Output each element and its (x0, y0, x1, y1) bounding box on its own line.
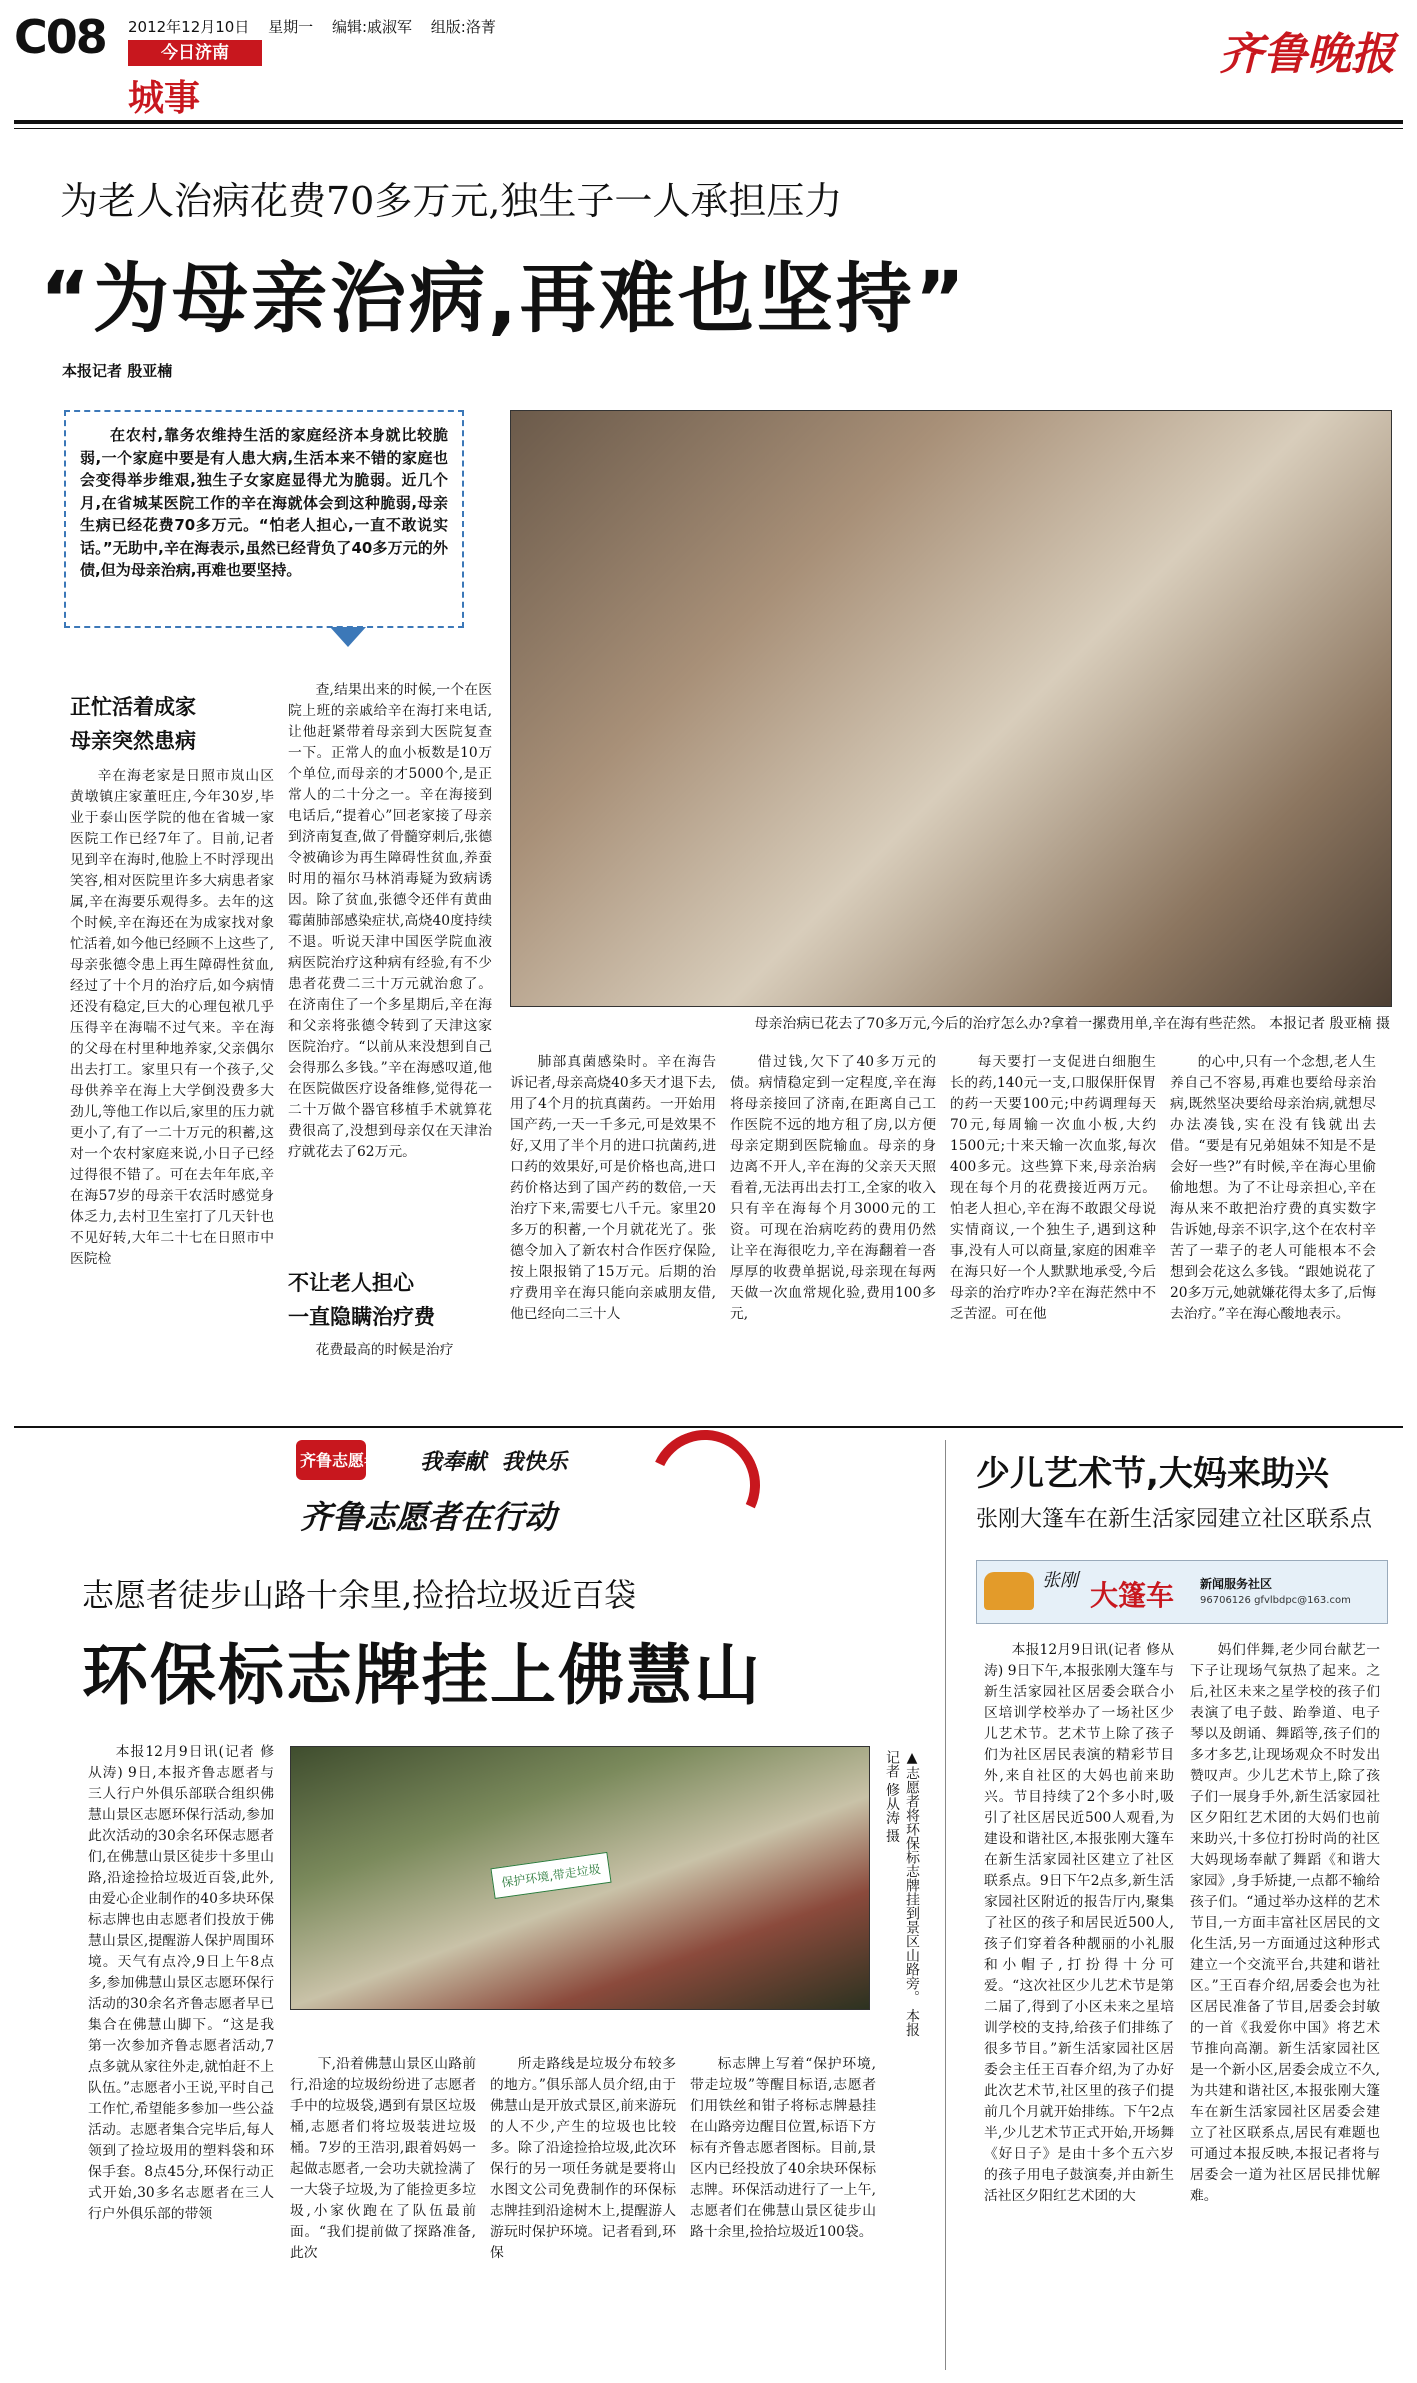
newspaper-logo: 齐鲁晚报 (1219, 29, 1395, 80)
section-title: 城事 (128, 78, 201, 119)
story1-col5-text: 每天要打一支促进白细胞生长的药,140元一支,口服保肝保胃的药一天要100元;中药调理每天70元,每周输一次血小板,大约1500元;十来天输一次血浆,每次400多元。这些算下来,母亲治病现在每个月的花费接近两万元。怕老人担心,辛在海不敢跟父母说实情商议,一个独生子,遇到这种事,没有人可以商量,家庭的困难辛在海只好一个人默默地承受,今后母亲的治疗咋办?辛在海茫然中不乏苦涩。可在他 (950, 1054, 1156, 1322)
story1-lead: 在农村,靠务农维持生活的家庭经济本身就比较脆弱,一个家庭中要是有人患大病,生活本来不错的家庭也会变得举步维艰,独生子女家庭显得尤为脆弱。近几个月,在省城某医院工作的辛在海就体会到这种脆弱,母亲生病已经花费70多万元。“怕老人担心,一直不敢说实话。”无助中,辛在海表示,虽然已经背负了40多万元的外债,但为母亲治病,再难也要坚持。 (80, 426, 448, 579)
story1-photo (510, 410, 1392, 1007)
story3-col2-text: 妈们伴舞,老少同台献艺一下子让现场气氛热了起来。之后,社区未来之星学校的孩子们表演了电子鼓、跆拳道、电子琴以及朗诵、舞蹈等,孩子们的多才多艺,让现场观众不时发出赞叹声。少儿艺术节上,除了孩子们一展身手外,新生活家园社区夕阳红艺术团的大妈们也前来助兴,十多位打扮时尚的社区大妈现场奉献了舞蹈《和谐大家园》,身手矫捷,一点都不输给孩子们。“通过举办这样的艺术节目,一方面丰富社区居民的文化生活,另一方面通过这种形式建立一个交流平台,共建和谐社区。”王百春介绍,居委会也为社区居民准备了节目,居委会封敏的一首《我爱你中国》将艺术节推向高潮。新生活家园社区是一个新小区,居委会成立不久,为共建和谐社区,本报张刚大篷车在新生活家园社区居委会建立了社区联系点,居民有难题也可通过本报反映,本报记者将与居委会一道为社区居民排忧解难。 (1190, 1642, 1380, 2204)
story1-col6-text: 的心中,只有一个念想,老人生养自己不容易,再难也要给母亲治病,既然坚决要给母亲治病,就想尽办法凑钱,实在没有钱就出去借。“要是有兄弟姐妹不知是不是会好一些?”有时候,辛在海心里偷偷地想。为了不让母亲担心,辛在海从来不敢把治疗费的真实数字告诉她,母亲不识字,这个在农村辛苦了一辈子的老人可能根本不会想到会花这么多钱。“跟她说花了20多万元,她就嫌花得太多了,后悔去治疗。”辛在海心酸地表示。 (1170, 1054, 1376, 1322)
dapengche-title: 大篷车 (1090, 1579, 1175, 1612)
story3-headline: 少儿艺术节,大妈来助兴 (976, 1454, 1329, 1494)
story3-col1-text: 本报12月9日讯(记者 修从涛) 9日下午,本报张刚大篷车与新生活家园社区居委会联合小区培训学校举办了一场社区少儿艺术节。艺术节上除了孩子们为社区居民表演的精彩节目外,来自社区的大妈也前来助兴。节目持续了2个多小时,吸引了社区居民近500人观看,为建设和谐社区,本报张刚大篷车在新生活家园社区建立了社区联系点。9日下午2点多,新生活家园社区附近的报告厅内,聚集了社区的孩子和居民近500人,孩子们穿着各种靓丽的小礼服和小帽子,打扮得十分可爱。“这次社区少儿艺术节是第二届了,得到了小区未来之星培训学校的支持,给孩子们排练了很多节目。”新生活家园社区居委会主任王百春介绍,为了办好此次艺术节,社区里的孩子们提前几个月就开始排练。下午2点半,少儿艺术节正式开始,开场舞《好日子》是由十多个五六岁的孩子用电子鼓演奏,并由新生活社区夕阳红艺术团的大 (984, 1642, 1174, 2204)
story1-photo-caption: 母亲治病已花去了70多万元,今后的治疗怎么办?拿着一摞费用单,辛在海有些茫然。 本报记者 殷亚楠 摄 (754, 1016, 1390, 1032)
story1-subhead-1b: 母亲突然患病 (70, 729, 196, 753)
dapengche-name: 张刚 (1042, 1570, 1078, 1591)
story2-sign-in-photo: 保护环境,带走垃圾 (490, 1852, 611, 1899)
story1-bottom-rule (14, 1426, 1403, 1428)
story2-headline: 环保标志牌挂上佛慧山 (82, 1637, 762, 1714)
section-tag: 今日济南 (128, 40, 262, 66)
dapengche-contact: 96706126 gfvlbdpc@163.com (1200, 1595, 1351, 1606)
issue-weekday: 星期一 (268, 18, 314, 36)
issue-meta (128, 16, 510, 37)
story1-col2-text: 查,结果出来的时候,一个在医院上班的亲戚给辛在海打来电话,让他赶紧带着母亲到大医院复查一下。正常人的血小板数是10万个单位,而母亲的才5000个,是正常人的二十分之一。辛在海接到电话后,“提着心”回老家接了母亲到济南复查,做了骨髓穿刺后,张德令被确诊为再生障碍性贫血,养蚕时用的福尔马林消毒疑为致病诱因。除了贫血,张德令还伴有黄曲霉菌肺部感染症状,高烧40度持续不退。听说天津中国医学院血液病医院治疗这种病有经验,有不少患者花费二三十万元就治愈了。在济南住了一个多星期后,辛在海和父亲将张德令转到了天津这家医院治疗。“以前从来没想到自己会得那么多钱。”辛在海感叹道,他在医院做医疗设备维修,觉得花一二十万做个器官移植手术就算花费很高了,没想到母亲仅在天津治疗就花去了62万元。 (288, 682, 492, 1160)
bus-icon (984, 1572, 1034, 1610)
header-rule (14, 120, 1403, 124)
story1-byline: 本报记者 殷亚楠 (62, 362, 173, 380)
story1-lead-box (64, 410, 464, 628)
story1-col4-text: 借过钱,欠下了40多万元的债。病情稳定到一定程度,辛在海将母亲接回了济南,在距离自己工作医院不远的地方租了房,以方便母亲定期到医院输血。母亲的身边离不开人,辛在海的父亲天天照看着,无法再出去打工,全家的收入只有辛在海每个月3000元的工资。可现在治病吃药的费用仍然让辛在海很吃力,辛在海翻着一沓厚厚的收费单据说,母亲现在每两天做一次血常规化验,费用100多元, (730, 1054, 936, 1322)
issue-layout: 组版:洛菁 (430, 18, 496, 36)
volunteer-emblem-icon (635, 1415, 776, 1556)
header-thin-rule (14, 128, 1403, 129)
page-number: C08 (14, 10, 106, 64)
story2-col1-text: 本报12月9日讯(记者 修从涛) 9日,本报齐鲁志愿者与三人行户外俱乐部联合组织佛慧山景区志愿环保行活动,参加此次活动的30余名环保志愿者们,在佛慧山景区徒步十多里山路,沿途捡拾垃圾近百袋,此外,由爱心企业制作的40多块环保标志牌也由志愿者们投放于佛慧山景区,提醒游人保护周围环境。天气有点冷,9日上午8点多,参加佛慧山景区志愿环保行活动的30余名齐鲁志愿者早已集合在佛慧山脚下。“这是我第一次参加齐鲁志愿者活动,7点多就从家往外走,就怕赶不上队伍。”志愿者小王说,平时自己工作忙,希望能多参加一些公益活动。志愿者集合完毕后,每人领到了捡垃圾用的塑料袋和环保手套。8点45分,环保行动正式开始,30多名志愿者在三人行户外俱乐部的带领 (88, 1744, 274, 2222)
story1-subhead-2b: 一直隐瞒治疗费 (288, 1305, 435, 1329)
story2-col2-text: 下,沿着佛慧山景区山路前行,沿途的垃圾纷纷进了志愿者手中的垃圾袋,遇到有景区垃圾桶,志愿者们将垃圾装进垃圾桶。7岁的王浩羽,跟着妈妈一起做志愿者,一会功夫就捡满了一大袋子垃圾,为了能捡更多垃圾,小家伙跑在了队伍最前面。“我们提前做了探路准备,此次 (290, 2056, 476, 2261)
issue-date: 2012年12月10日 (128, 18, 250, 36)
story2-photo-caption: ▲志愿者将环保标志牌挂到景区山路旁。 本报记者 修从涛 摄 (884, 1750, 920, 2037)
story1-subhead-1a: 正忙活着成家 (70, 695, 196, 719)
issue-editor: 编辑:戚淑军 (331, 18, 412, 36)
volunteer-logo-text: 齐鲁志愿者 (300, 1451, 381, 1470)
story2-col3-text: 所走路线是垃圾分布较多的地方。”俱乐部人员介绍,由于佛慧山是开放式景区,前来游玩的人不少,产生的垃圾也比较多。除了沿途捡拾垃圾,此次环保行的另一项任务就是要将山水图文公司免费制作的环保标志牌挂到沿途树木上,提醒游人游玩时保护环境。记者看到,环保 (490, 2056, 676, 2261)
story1-col1-text: 辛在海老家是日照市岚山区黄墩镇庄家董旺庄,今年30岁,毕业于泰山医学院的他在省城一家医院工作已经7年了。目前,记者见到辛在海时,他脸上不时浮现出笑容,相对医院里许多大病患者家属,辛在海要乐观得多。去年的这个时候,辛在海还在为成家找对象忙活着,如今他已经顾不上这些了,母亲张德令患上再生障碍性贫血,经过了十个月的治疗后,如今病情还没有稳定,巨大的心理包袱几乎压得辛在海喘不过气来。辛在海的父母在村里种地养家,父亲偶尔出去打工。家里只有一个孩子,父母供养辛在海上大学倒没费多大劲儿,等他工作以后,家里的压力就更小了,有了一二十万元的积蓄,这对一个农村家庭来说,小日子已经过得很不错了。可在去年年底,辛在海57岁的母亲干农活时感觉身体乏力,去村卫生室打了几天针也不见好转,大年二十七在日照市中医院检 (70, 768, 274, 1267)
story1-col1 (70, 690, 274, 1406)
story1-col3-text: 肺部真菌感染时。辛在海告诉记者,母亲高烧40多天才退下去,用了4个月的抗真菌药。一开始用国产药,一天一千多元,可是效果不好,又用了半个月的进口抗菌药,进口药的效果好,可是价格也高,进口药价格达到了国产药的数倍,一天治疗下来,需要七八千元。家里20多万的积蓄,一个月就花光了。张德令加入了新农村合作医疗保险,按上限报销了15万元。后期的治疗费用辛在海只能向亲戚朋友借,他已经向二三十人 (510, 1054, 716, 1322)
story1-subhead-2a: 不让老人担心 (288, 1271, 414, 1295)
volunteer-banner-title: 齐鲁志愿者在行动 (300, 1498, 557, 1536)
dapengche-sub: 新闻服务社区 (1200, 1577, 1273, 1591)
story2-kicker: 志愿者徒步山路十余里,捡拾垃圾近百袋 (82, 1576, 637, 1614)
lead-box-pointer (330, 627, 366, 647)
dapengche-banner (976, 1560, 1388, 1624)
story1-col2 (288, 680, 492, 1364)
volunteer-slogan: 我奉献 我快乐 (420, 1450, 568, 1475)
story1-col2b-text: 花费最高的时候是治疗 (315, 1342, 454, 1358)
story1-headline: “为母亲治病,再难也坚持” (40, 254, 968, 343)
story-divider (945, 1440, 946, 2370)
story3-kicker: 张刚大篷车在新生活家园建立社区联系点 (976, 1507, 1373, 1532)
story2-col4-text: 标志牌上写着“保护环境,带走垃圾”等醒目标语,志愿者们用铁丝和钳子将标志牌悬挂在山路旁边醒目位置,标语下方标有齐鲁志愿者图标。目前,景区内已经投放了40余块环保标志牌。环保活动进行了一上午,志愿者们在佛慧山景区徒步山路十余里,捡拾垃圾近100袋。 (690, 2056, 876, 2240)
story1-kicker: 为老人治病花费70多万元,独生子一人承担压力 (60, 179, 843, 223)
